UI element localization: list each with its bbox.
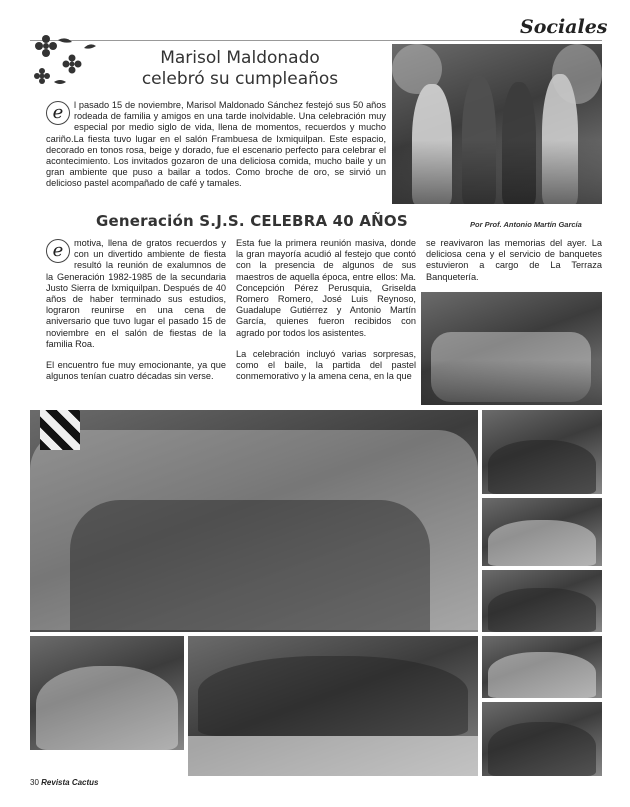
reunion-photo-bottom-center [188, 636, 478, 776]
article1-body [46, 100, 386, 190]
birthday-photo [392, 44, 602, 204]
article2-byline: Por Prof. Antonio Martín García [470, 220, 582, 229]
reunion-photo-right-4 [482, 636, 602, 698]
article2-dropcap: e [46, 239, 70, 263]
reunion-photo-right-1 [482, 410, 602, 494]
article2-col1-p1: motiva, llena de gratos recuerdos y con un divertido ambiente de fiesta resultó la reunión de exalumnos de la Generación 1982-1985 de la secundaria Justo Sierra de Ixmiquilpan. Después de 40 años de haber terminado sus estudios, lograron reunirse en una cena de aniversario que tuvo lugar el pasado 15 de noviembre en el salón de fiestas de la familia Roa. [46, 238, 226, 349]
article2-col1-p2: El encuentro fue muy emocionante, ya que algunos tenían cuatro décadas sin verse. [46, 360, 226, 382]
reunion-photo-bottom-left [30, 636, 184, 750]
article2-col2-p1: Esta fue la primera reunión masiva, donde la gran mayoría acudió al festejo que contó con la presencia de algunos de sus maestros de aquella época, entre ellos: Ma. Concepción Pérez Perusquia, Griselda Romero Romero, José Luis Reynoso, Guadalupe Gutiérrez y Antonio Martín García, quienes fueron recibidos con agrado por todos los asistentes. [236, 238, 416, 338]
reunion-photo-right-5 [482, 702, 602, 776]
article2-col1 [46, 238, 226, 382]
header-divider [30, 40, 602, 41]
flower-ornament-icon [28, 30, 98, 90]
page-footer [30, 778, 99, 787]
article2-col2 [236, 238, 416, 382]
article1-dropcap: e [46, 101, 70, 125]
reunion-photo-right-3 [482, 570, 602, 632]
reunion-group-photo-main [30, 410, 478, 632]
page-number: 30 [30, 778, 39, 787]
article1-title [100, 48, 380, 90]
reunion-photo-right-2 [482, 498, 602, 566]
article2-col2-p2: La celebración incluyó varias sorpresas, como el baile, la partida del pastel conmemorativo y la amena cena, en la que [236, 348, 416, 382]
article1-text: l pasado 15 de noviembre, Marisol Maldonado Sánchez festejó sus 50 años rodeada de familia y amigos en una tarde inolvidable. Una celebración muy especial por medio siglo de vida, llena de momentos, recuerdos y mucho cariño.La fiesta tuvo lugar en el salón Frambuesa de Ixmiquilpan. Este espacio, decorado en tonos rosa, beige y dorado, fue el escenario perfecto para celebrar el acontecimiento. Los invitados gozaron de una deliciosa comida, mucho baile y un gran ambiente que puso a bailar a todos. Como broche de oro, se sirvió un delicioso pastel acompañado de café y tamales. [46, 100, 386, 189]
article1-title-line1: Marisol Maldonado [160, 48, 320, 68]
article2-col3-p1: se reavivaron las memorias del ayer. La deliciosa cena y el servicio de banquetes estuvieron a cargo de La Terraza Banquetería. [426, 238, 602, 282]
section-label: Sociales [520, 16, 608, 38]
article2-title: Generación S.J.S. CELEBRA 40 AÑOS [96, 212, 408, 230]
reunion-photo-hall [421, 292, 602, 405]
article2-col3 [426, 238, 602, 283]
article1-title-line2: celebró su cumpleaños [141, 69, 339, 89]
magazine-name: Revista Cactus [41, 778, 99, 787]
